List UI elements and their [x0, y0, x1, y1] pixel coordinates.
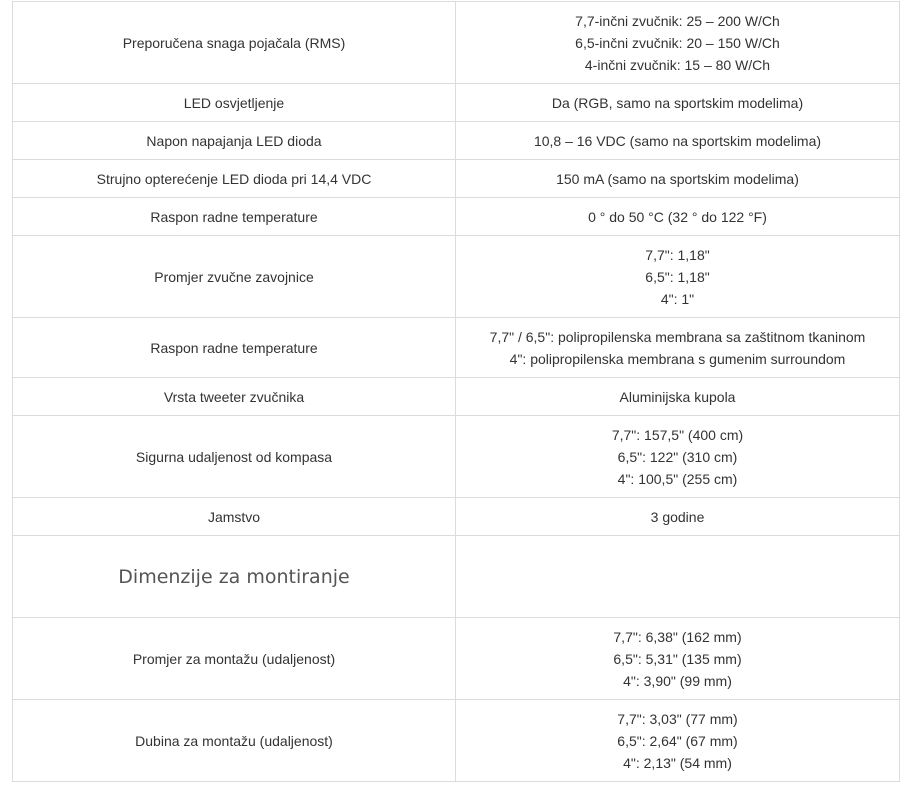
table-row: [13, 700, 900, 782]
table-row: [13, 198, 900, 236]
row-label: Dubina za montažu (udaljenost): [13, 700, 456, 782]
row-label: Sigurna udaljenost od kompasa: [13, 416, 456, 498]
section-row: [13, 536, 900, 618]
value-line: 4": 3,90" (99 mm): [623, 672, 732, 689]
row-value: [456, 498, 900, 536]
value-line: 6,5": 122" (310 cm): [617, 448, 738, 465]
table-row: [13, 318, 900, 378]
row-value: [456, 84, 900, 122]
value-line: 4": polipropilenska membrana s gumenim surroundom: [509, 350, 846, 367]
row-value: [456, 236, 900, 318]
value-line: 7,7": 157,5" (400 cm): [611, 426, 744, 443]
table-row: [13, 378, 900, 416]
value-line: Da (RGB, samo na sportskim modelima): [551, 94, 804, 111]
specs-table: [12, 1, 900, 782]
row-label: Raspon radne temperature: [13, 198, 456, 236]
value-line: 7,7" / 6,5": polipropilenska membrana sa zaštitnom tkaninom: [489, 328, 866, 345]
row-label: Vrsta tweeter zvučnika: [13, 378, 456, 416]
row-value: [456, 618, 900, 700]
value-line: 6,5": 2,64" (67 mm): [617, 732, 738, 749]
row-value: [456, 198, 900, 236]
row-value: [456, 700, 900, 782]
row-value: [456, 2, 900, 84]
row-label: Raspon radne temperature: [13, 318, 456, 378]
value-line: 6,5-inčni zvučnik: 20 – 150 W/Ch: [575, 34, 780, 51]
value-line: 7,7": 6,38" (162 mm): [613, 628, 742, 645]
row-label: Preporučena snaga pojačala (RMS): [13, 2, 456, 84]
value-line: 4": 2,13" (54 mm): [623, 754, 732, 771]
value-line: 6,5": 5,31" (135 mm): [613, 650, 742, 667]
value-line: 7,7": 1,18": [645, 246, 710, 263]
value-line: 0 ° do 50 °C (32 ° do 122 °F): [588, 208, 767, 225]
value-line: 4": 100,5" (255 cm): [617, 470, 738, 487]
row-value: [456, 318, 900, 378]
value-line: 4-inčni zvučnik: 15 – 80 W/Ch: [584, 56, 771, 73]
table-row: [13, 84, 900, 122]
row-label: Napon napajanja LED dioda: [13, 122, 456, 160]
table-row: [13, 618, 900, 700]
value-line: 10,8 – 16 VDC (samo na sportskim modelima): [533, 132, 822, 149]
value-line: 150 mA (samo na sportskim modelima): [556, 170, 799, 187]
value-line: 3 godine: [650, 508, 705, 525]
section-empty-cell: [456, 536, 900, 618]
row-label: Promjer za montažu (udaljenost): [13, 618, 456, 700]
value-line: 7,7": 3,03" (77 mm): [617, 710, 738, 727]
row-label: Jamstvo: [13, 498, 456, 536]
table-row: [13, 2, 900, 84]
row-value: [456, 416, 900, 498]
value-line: 4": 1": [660, 290, 695, 307]
table-row: [13, 160, 900, 198]
table-row: [13, 416, 900, 498]
value-line: 6,5": 1,18": [645, 268, 710, 285]
row-value: [456, 378, 900, 416]
specs-container: [12, 1, 899, 782]
row-label: Strujno opterećenje LED dioda pri 14,4 VDC: [13, 160, 456, 198]
row-value: [456, 122, 900, 160]
table-row: [13, 236, 900, 318]
section-title: Dimenzije za montiranje: [13, 536, 456, 618]
row-value: [456, 160, 900, 198]
row-label: LED osvjetljenje: [13, 84, 456, 122]
value-line: 7,7-inčni zvučnik: 25 – 200 W/Ch: [575, 12, 780, 29]
table-row: [13, 498, 900, 536]
value-line: Aluminijska kupola: [619, 388, 736, 405]
row-label: Promjer zvučne zavojnice: [13, 236, 456, 318]
table-row: [13, 122, 900, 160]
